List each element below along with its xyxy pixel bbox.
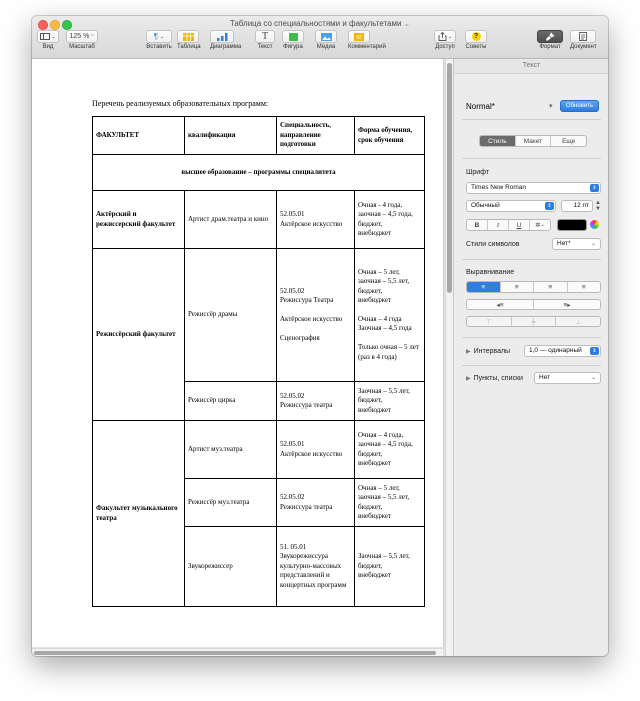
align-middle-icon: ┿ — [531, 318, 536, 326]
paintbrush-icon — [545, 32, 555, 41]
specialty-cell[interactable]: 52.05.01 Актёрское искусство — [277, 421, 355, 479]
table-label: Таблица — [177, 44, 201, 50]
specialty-cell[interactable]: 52.05.02 Режиссура Театра Актёрское искусство Сценография — [277, 249, 355, 382]
form-cell[interactable]: Очная - 4 года, заочная – 4,5 года, бюджет, внебюджет — [355, 191, 425, 249]
font-family-value: Times New Roman — [471, 184, 527, 191]
chevron-down-icon: ⌄ — [447, 33, 453, 40]
tips-button[interactable] — [465, 30, 487, 43]
document-area — [32, 59, 452, 656]
comment-label: Комментарий — [348, 44, 386, 50]
specialty-cell[interactable]: 51. 05.01 Звукорежиссура культурно-массовых представлений и концертных программ — [277, 527, 355, 607]
chart-icon — [217, 33, 228, 41]
bullets-label: Пункты, списки — [473, 375, 523, 382]
shape-label: Фигура — [283, 44, 303, 50]
subtab-layout[interactable]: Макет — [516, 136, 552, 146]
qualification-cell[interactable]: Режиссёр драмы — [185, 249, 277, 382]
indent-buttons — [466, 299, 601, 310]
programs-table[interactable] — [92, 116, 425, 607]
align-left-icon: ≡ — [481, 283, 486, 291]
form-cell[interactable]: Очная – 5 лет, заочная – 5,5 лет, бюджет, внебюджет — [355, 479, 425, 527]
color-wheel-icon[interactable] — [590, 220, 599, 229]
specialty-cell[interactable]: 52.05.02 Режиссура театра — [277, 479, 355, 527]
chevron-down-icon: ⌄ — [51, 33, 56, 40]
qualification-cell[interactable]: Артист драм.театра и кино — [185, 191, 277, 249]
paragraph-style-name[interactable]: Normal* — [466, 102, 495, 111]
insert-button[interactable] — [146, 30, 172, 43]
tips-icon: ? — [472, 32, 481, 41]
document-page[interactable] — [32, 59, 444, 647]
alignment-section-label: Выравнивание — [466, 269, 515, 276]
comment-icon — [354, 33, 364, 41]
underline-button[interactable]: U — [509, 220, 530, 230]
char-styles-label: Стили символов — [466, 241, 520, 248]
chevron-updown-icon: ⌃ — [90, 33, 95, 40]
align-bottom-button[interactable] — [556, 317, 600, 326]
font-style-select[interactable] — [466, 200, 556, 212]
spacing-value: 1,0 — одинарный — [529, 347, 582, 354]
specialty-cell[interactable]: 52.05.01 Актёрское искусство — [277, 191, 355, 249]
qualification-cell[interactable]: Режиссёр муз.театра — [185, 479, 277, 527]
zoom-value: 125 % — [69, 33, 90, 40]
font-style-value: Обычный — [471, 202, 500, 209]
text-button[interactable] — [255, 30, 275, 43]
header-form[interactable]: Форма обучения, срок обучения — [355, 117, 425, 155]
vertical-scrollbar[interactable] — [445, 59, 453, 656]
divider — [462, 259, 601, 260]
section-title-cell[interactable]: высшее образование – программы специалитета — [93, 155, 425, 191]
text-t-icon: T — [261, 31, 269, 42]
format-tool[interactable] — [537, 30, 563, 50]
format-inspector — [453, 59, 608, 656]
bullets-disclosure[interactable] — [466, 375, 523, 382]
char-styles-select[interactable] — [552, 238, 601, 250]
qualification-cell[interactable]: Звукорежиссер — [185, 527, 277, 607]
font-section-label: Шрифт — [466, 169, 490, 176]
view-tool[interactable] — [37, 30, 59, 50]
zoom-label: Масштаб — [69, 44, 95, 50]
italic-button[interactable]: I — [488, 220, 509, 230]
format-button[interactable] — [537, 30, 563, 43]
media-label: Медиа — [316, 44, 336, 50]
align-center-icon: ≡ — [514, 283, 519, 291]
divider — [462, 365, 601, 366]
vertical-scroll-thumb[interactable] — [447, 63, 452, 293]
faculty-cell[interactable]: Факультет музыкального театра — [93, 421, 185, 607]
qualification-cell[interactable]: Артист муз.театра — [185, 421, 277, 479]
chevron-updown-icon: ⇕ — [545, 202, 554, 210]
form-cell[interactable]: Очная – 5 лет, заочная – 5,5 лет, бюджет, внебюджет Очная – 4 года Заочная – 4,5 года Только очная – 5 лет (раз в 4 года) — [355, 249, 425, 382]
pilcrow-icon: ¶ — [153, 32, 159, 41]
subtab-style[interactable]: Стиль — [480, 136, 516, 146]
zoom-tool[interactable] — [66, 30, 98, 50]
char-styles-value: Нет* — [557, 240, 571, 247]
text-label: Текст — [257, 44, 273, 50]
faculty-cell[interactable]: Режиссёрский факультет — [93, 249, 185, 421]
gear-icon: ✲ — [535, 222, 541, 229]
comment-tool[interactable] — [348, 30, 386, 50]
disclosure-triangle-icon: ▶ — [466, 376, 471, 382]
chevron-down-icon: ⌄ — [160, 33, 165, 40]
font-size-field[interactable]: 12 пт — [561, 200, 593, 212]
chevron-down-icon: ⌄ — [590, 241, 596, 247]
share-button[interactable] — [434, 30, 456, 43]
update-style-button[interactable]: Обновить — [560, 100, 599, 112]
inspector-subtabs — [479, 135, 587, 147]
table-row — [93, 191, 425, 249]
media-button[interactable] — [315, 30, 337, 43]
subtab-more[interactable]: Еще — [562, 137, 576, 145]
zoom-select[interactable] — [66, 30, 98, 43]
bullets-value: Нет — [539, 374, 551, 381]
header-faculty[interactable]: ФАКУЛЬТЕТ — [93, 117, 185, 155]
chart-tool[interactable] — [210, 30, 241, 50]
align-middle-button[interactable] — [512, 317, 557, 326]
text-tool[interactable] — [255, 30, 275, 50]
header-specialty[interactable]: Специальность, направление подготовки — [277, 117, 355, 155]
spacing-disclosure[interactable] — [466, 348, 510, 355]
document-icon — [579, 32, 587, 41]
font-family-select[interactable] — [466, 182, 601, 194]
tips-tool[interactable] — [465, 30, 487, 50]
qualification-cell[interactable]: Режиссёр цирка — [185, 382, 277, 421]
shape-tool[interactable] — [282, 30, 304, 50]
chevron-down-icon: ⌄ — [590, 375, 596, 381]
bullets-select[interactable] — [534, 372, 601, 384]
document-button[interactable] — [570, 30, 596, 43]
table-row — [93, 421, 425, 479]
spacing-select[interactable] — [524, 345, 601, 357]
align-right-icon: ≡ — [548, 283, 553, 291]
titlebar — [32, 16, 608, 59]
chevron-updown-icon: ⇕ — [590, 347, 599, 355]
font-size-stepper[interactable]: ▲ ▼ — [595, 200, 601, 212]
align-top-icon: ⊤ — [486, 318, 492, 326]
indent-icon: ≡▸ — [563, 301, 571, 309]
align-bottom-icon: ⊥ — [575, 318, 582, 326]
chart-label: Диаграмма — [210, 44, 242, 50]
title-chevron-icon[interactable]: ⌄ — [403, 19, 411, 28]
divider — [462, 119, 601, 120]
text-options-button[interactable] — [530, 220, 550, 230]
shape-button[interactable] — [282, 30, 304, 43]
pages-window — [32, 16, 608, 656]
share-label: Доступ — [435, 44, 455, 50]
window-title-text: Таблица со специальностями и факультетами — [229, 19, 402, 28]
disclosure-triangle-icon: ▶ — [466, 349, 471, 355]
align-center-button[interactable] — [501, 282, 535, 292]
align-justify-button[interactable] — [568, 282, 601, 292]
text-style-buttons — [466, 219, 551, 231]
comment-button[interactable] — [348, 30, 370, 43]
shape-icon — [289, 33, 298, 41]
window-title — [32, 19, 608, 28]
document-tool[interactable] — [570, 30, 597, 50]
format-label: Формат — [539, 44, 561, 50]
faculty-cell[interactable]: Актёрский и режиссерский факультет — [93, 191, 185, 249]
horizontal-scrollbar[interactable] — [32, 648, 443, 656]
align-right-button[interactable] — [534, 282, 568, 292]
view-label: Вид — [42, 44, 54, 50]
table-button[interactable] — [177, 30, 199, 43]
spacing-label: Интервалы — [473, 348, 511, 355]
table-section-row — [93, 155, 425, 191]
vertical-align-buttons — [466, 316, 601, 327]
table-icon — [183, 33, 194, 41]
share-tool[interactable] — [434, 30, 456, 50]
text-color-swatch[interactable] — [557, 219, 587, 231]
bold-button[interactable]: B — [467, 220, 488, 230]
align-left-button[interactable] — [467, 282, 501, 292]
insert-label: Вставить — [146, 44, 172, 50]
divider — [462, 158, 601, 159]
intro-paragraph[interactable]: Перечень реализуемых образовательных программ: — [92, 99, 269, 108]
align-top-button[interactable] — [467, 317, 512, 326]
sidebar-layout-icon — [40, 33, 50, 40]
media-tool[interactable] — [315, 30, 337, 50]
media-icon — [321, 33, 332, 41]
alignment-buttons — [466, 281, 601, 293]
view-button[interactable] — [37, 30, 59, 43]
specialty-cell[interactable]: 52.05.02 Режиссура театра — [277, 382, 355, 421]
divider — [462, 337, 601, 338]
horizontal-scroll-thumb[interactable] — [34, 651, 436, 655]
form-cell[interactable]: Заочная – 5,5 лет, бюджет, внебюджет — [355, 527, 425, 607]
chevron-updown-icon: ⇕ — [590, 184, 599, 192]
insert-tool[interactable] — [146, 30, 172, 50]
form-cell[interactable]: Очная – 4 года, заочная – 4,5 года, бюджет, внебюджет — [355, 421, 425, 479]
chevron-down-icon: ⌄ — [540, 222, 545, 228]
document-label: Документ — [570, 44, 597, 50]
outdent-icon: ◂≡ — [496, 301, 504, 309]
table-row — [93, 249, 425, 382]
tips-label: Советы — [465, 44, 487, 50]
table-tool[interactable] — [177, 30, 201, 50]
increase-indent-button[interactable] — [534, 300, 600, 309]
share-icon — [438, 32, 447, 41]
header-qualification[interactable]: квалификация — [185, 117, 277, 155]
chart-button[interactable] — [210, 30, 234, 43]
table-header-row — [93, 117, 425, 155]
form-cell[interactable]: Заочная – 5,5 лет, бюджет, внебюджет — [355, 382, 425, 421]
decrease-indent-button[interactable] — [467, 300, 534, 309]
align-justify-icon: ≡ — [581, 283, 586, 291]
chevron-down-icon[interactable]: ▾ — [549, 103, 553, 110]
inspector-tab-text[interactable]: Текст — [454, 59, 608, 74]
